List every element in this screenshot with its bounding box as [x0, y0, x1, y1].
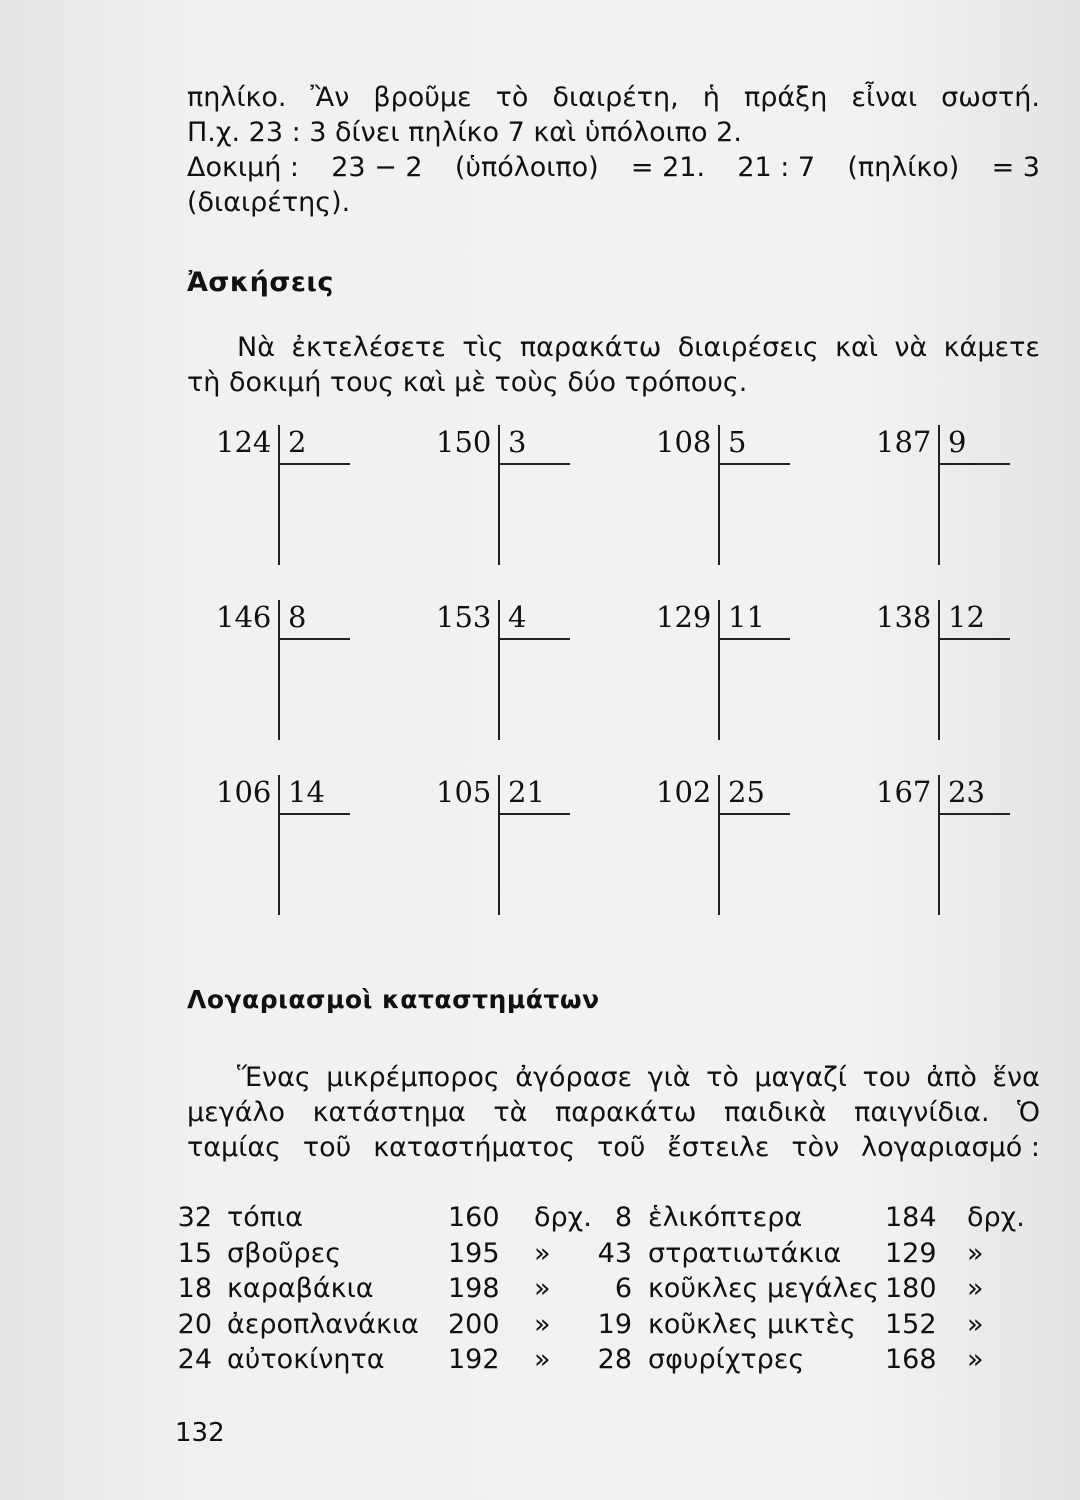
long-division-setup	[628, 425, 838, 575]
item-name: στρατιωτάκια	[648, 1237, 842, 1269]
division-vertical-bar	[938, 775, 940, 915]
item-name: κοῦκλες μεγάλες	[648, 1273, 879, 1304]
long-division-setup	[188, 600, 398, 750]
division-vertical-bar	[718, 775, 720, 915]
dividend: 102	[656, 775, 712, 809]
division-vertical-bar	[498, 425, 500, 565]
text-line	[187, 150, 1040, 186]
invoice-row	[172, 1342, 1002, 1378]
text-word: Ὁ	[1017, 1097, 1040, 1128]
text-word: τοῦ	[302, 1132, 352, 1163]
invoice-row	[172, 1307, 1002, 1343]
price: 129	[885, 1237, 937, 1269]
text-line	[187, 330, 1040, 366]
text-word: του	[862, 1062, 911, 1093]
invoice-row	[172, 1236, 1002, 1272]
text-word: βροῦμε	[373, 82, 472, 113]
text-word: διαιρέτη,	[552, 82, 679, 113]
division-vertical-bar	[938, 425, 940, 565]
divisor: 23	[948, 775, 985, 809]
exercises-heading: Ἀσκήσεις	[187, 267, 334, 298]
text-word: (διαιρέτης).	[187, 187, 351, 218]
division-vertical-bar	[718, 425, 720, 565]
text-word: σωστή.	[941, 82, 1040, 113]
division-vertical-bar	[718, 600, 720, 740]
division-vertical-bar	[498, 775, 500, 915]
text-word: τὸ	[495, 82, 529, 113]
text-word: τὰ	[493, 1097, 528, 1128]
long-division-setup	[628, 600, 838, 750]
division-vertical-bar	[938, 600, 940, 740]
division-vertical-bar	[278, 425, 280, 565]
division-horizontal-bar	[280, 463, 350, 465]
text-word: τὶς	[462, 332, 504, 363]
long-division-setup	[848, 775, 1058, 925]
long-division-setup	[408, 775, 618, 925]
currency-unit: »	[534, 1308, 551, 1340]
quantity: 20	[177, 1308, 212, 1340]
text-word: 21 : 7	[737, 152, 816, 183]
dividend: 138	[876, 600, 932, 634]
price: 180	[885, 1273, 937, 1304]
divisor: 25	[728, 775, 765, 809]
text-word: τοῦ	[596, 1132, 646, 1163]
division-horizontal-bar	[280, 638, 350, 640]
price: 192	[448, 1344, 500, 1375]
text-line	[187, 185, 1040, 221]
text-line	[187, 1095, 1040, 1131]
division-horizontal-bar	[280, 813, 350, 815]
text-word: παιδικὰ	[724, 1097, 827, 1128]
text-word: παρακάτω	[519, 332, 662, 363]
text-word: καταστήματος	[373, 1132, 576, 1163]
long-division-setup	[188, 775, 398, 925]
item-name: κοῦκλες μικτὲς	[648, 1308, 856, 1340]
text-word: καὶ	[835, 332, 878, 363]
currency-unit: »	[967, 1308, 984, 1340]
division-horizontal-bar	[720, 813, 790, 815]
price: 200	[448, 1308, 500, 1340]
text-word: = 3	[991, 152, 1040, 183]
text-word: Δοκιμή :	[187, 152, 300, 183]
store-accounts-heading: Λογαριασμοὶ καταστημάτων	[187, 985, 600, 1014]
text-word: 23 − 2	[331, 152, 423, 183]
long-division-setup	[188, 425, 398, 575]
long-division-setup	[408, 600, 618, 750]
quantity: 28	[597, 1344, 632, 1375]
quantity: 8	[614, 1202, 632, 1233]
currency-unit: »	[967, 1273, 984, 1304]
divisor: 2	[288, 425, 307, 459]
text-word: κατάστημα	[312, 1097, 466, 1128]
text-word: γιὰ	[647, 1062, 691, 1093]
price: 195	[448, 1237, 500, 1269]
item-name: αὐτοκίνητα	[227, 1344, 385, 1375]
text-word: (πηλίκο)	[847, 152, 960, 183]
currency-unit: »	[967, 1344, 984, 1375]
currency-unit: »	[534, 1237, 551, 1269]
price: 184	[885, 1202, 937, 1233]
invoice-row	[172, 1200, 1025, 1236]
text-line	[187, 365, 1040, 401]
text-word: ἀγόρασε	[515, 1062, 633, 1093]
text-line	[187, 1130, 1040, 1166]
division-horizontal-bar	[500, 463, 570, 465]
text-word: νὰ	[894, 332, 928, 363]
text-word: παρακάτω	[554, 1097, 697, 1128]
page-number: 132	[175, 1418, 225, 1448]
division-vertical-bar	[278, 775, 280, 915]
dividend: 153	[436, 600, 492, 634]
item-name: τόπια	[227, 1202, 303, 1233]
quantity: 32	[177, 1202, 212, 1233]
division-vertical-bar	[278, 600, 280, 740]
divisor: 11	[728, 600, 765, 634]
currency-unit: »	[534, 1273, 551, 1304]
price: 152	[885, 1308, 937, 1340]
long-division-setup	[848, 600, 1058, 750]
quantity: 19	[597, 1308, 632, 1340]
text-word: Ἂν	[310, 82, 350, 113]
text-word: Ἕνας	[237, 1062, 311, 1093]
division-horizontal-bar	[500, 813, 570, 815]
long-division-setup	[408, 425, 618, 575]
item-name: σβοῦρες	[227, 1237, 342, 1269]
dividend: 106	[216, 775, 272, 809]
price: 168	[885, 1344, 937, 1375]
text-word: πράξη	[743, 82, 828, 113]
text-word: λογαριασμό :	[861, 1132, 1040, 1163]
division-horizontal-bar	[720, 638, 790, 640]
price: 198	[448, 1273, 500, 1304]
text-word: μικρέμπορος	[326, 1062, 500, 1093]
quantity: 18	[177, 1273, 212, 1304]
item-name: καραβάκια	[227, 1273, 374, 1304]
text-word: Π.χ. 23 : 3 δίνει πηλίκο 7 καὶ ὑπόλοιπο 2.	[187, 117, 742, 148]
price: 160	[448, 1202, 500, 1233]
invoice-table	[172, 1200, 1025, 1378]
text-word: διαιρέσεις	[677, 332, 819, 363]
division-vertical-bar	[498, 600, 500, 740]
long-division-setup	[848, 425, 1058, 575]
divisor: 21	[508, 775, 545, 809]
currency-unit: δρχ.	[967, 1202, 1025, 1233]
divisor: 9	[948, 425, 967, 459]
dividend: 146	[216, 600, 272, 634]
item-name: ἑλικόπτερα	[648, 1202, 803, 1233]
text-word: = 21.	[630, 152, 706, 183]
divisor: 8	[288, 600, 307, 634]
division-horizontal-bar	[500, 638, 570, 640]
text-line	[187, 80, 1040, 116]
text-word: (ὑπόλοιπο)	[454, 152, 599, 183]
text-word: παιγνίδια.	[854, 1097, 990, 1128]
quantity: 43	[597, 1237, 632, 1269]
dividend: 105	[436, 775, 492, 809]
text-word: ἡ	[702, 82, 720, 113]
text-word: ἀπὸ	[926, 1062, 977, 1093]
dividend: 108	[656, 425, 712, 459]
text-line	[187, 115, 1040, 151]
text-word: τὸ	[706, 1062, 739, 1093]
currency-unit: »	[534, 1344, 551, 1375]
quantity: 6	[614, 1273, 632, 1304]
division-horizontal-bar	[940, 638, 1010, 640]
dividend: 187	[876, 425, 932, 459]
divisor: 5	[728, 425, 747, 459]
dividend: 124	[216, 425, 272, 459]
text-word: κάμετε	[943, 332, 1040, 363]
text-line	[187, 1060, 1040, 1096]
currency-unit: δρχ.	[534, 1202, 592, 1233]
quantity: 24	[177, 1344, 212, 1375]
divisor: 3	[508, 425, 527, 459]
item-name: ἀεροπλανάκια	[227, 1308, 419, 1340]
dividend: 150	[436, 425, 492, 459]
dividend: 167	[876, 775, 932, 809]
text-word: μεγάλο	[187, 1097, 286, 1128]
division-horizontal-bar	[940, 463, 1010, 465]
text-word: τὴ δοκιμή τους καὶ μὲ τοὺς δύο τρόπους.	[187, 367, 748, 398]
quantity: 15	[177, 1237, 212, 1269]
text-word: ἕνα	[992, 1062, 1040, 1093]
item-name: σφυρίχτρες	[648, 1344, 805, 1375]
text-word: Νὰ	[237, 332, 275, 363]
long-division-setup	[628, 775, 838, 925]
text-word: τὸν	[791, 1132, 840, 1163]
text-word: ἐκτελέσετε	[291, 332, 446, 363]
text-word: πηλίκο.	[187, 82, 287, 113]
dividend: 129	[656, 600, 712, 634]
division-horizontal-bar	[940, 813, 1010, 815]
text-word: μαγαζί	[754, 1062, 847, 1093]
text-word: ταμίας	[187, 1132, 282, 1163]
text-word: ἔστειλε	[667, 1132, 770, 1163]
division-horizontal-bar	[720, 463, 790, 465]
divisor: 12	[948, 600, 985, 634]
currency-unit: »	[967, 1237, 984, 1269]
divisor: 14	[288, 775, 325, 809]
invoice-row	[172, 1271, 1002, 1307]
divisor: 4	[508, 600, 527, 634]
text-word: εἶναι	[851, 82, 918, 113]
